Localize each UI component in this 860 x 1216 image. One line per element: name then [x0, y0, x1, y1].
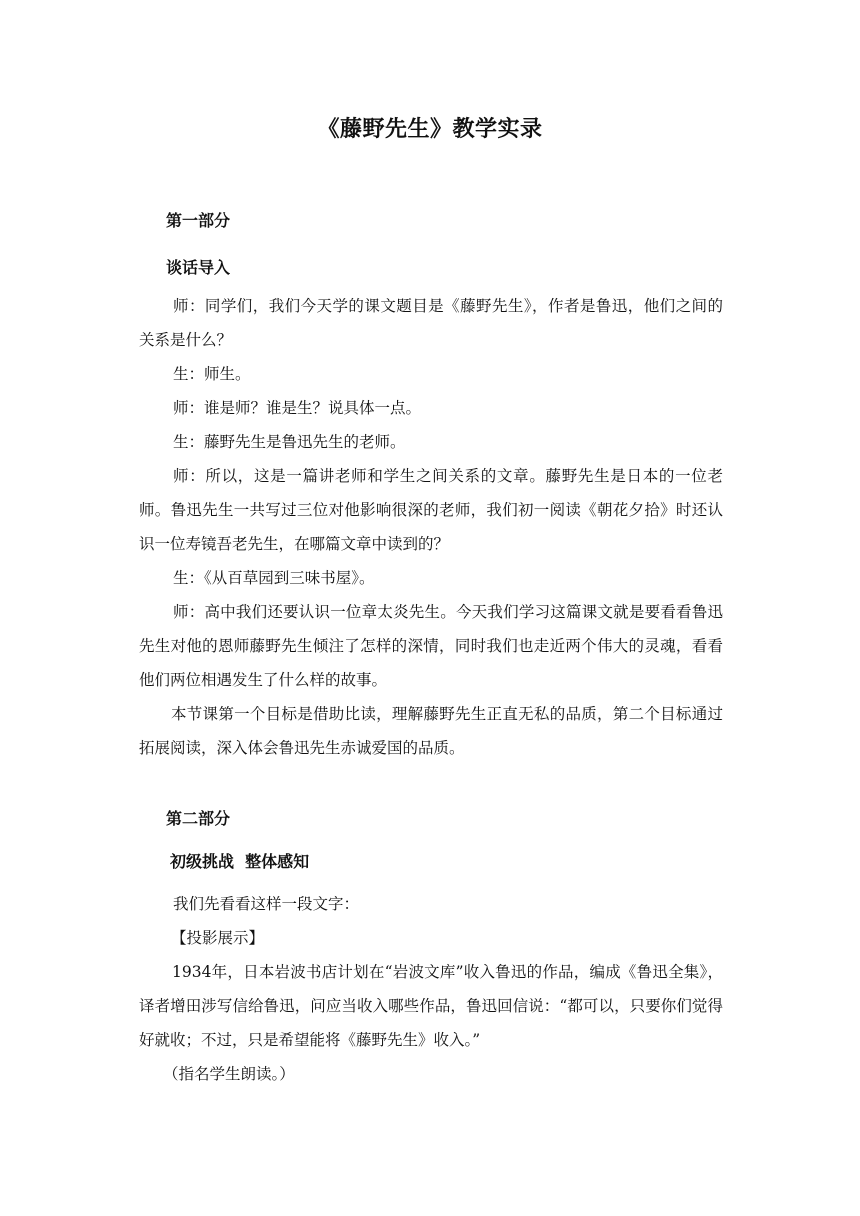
- text-line: 我们先看看这样一段文字：: [173, 895, 360, 913]
- projection-label: 【投影展示】: [171, 929, 265, 947]
- part2-subheading: 初级挑战 整体感知: [170, 852, 310, 871]
- paragraph: 本节课第一个目标是借助比读，理解藤野先生正直无私的品质，第二个目标通过拓展阅读，深入体会鲁迅先生赤诚爱国的品质。: [139, 705, 723, 757]
- document-title: 《藤野先生》教学实录: [317, 117, 543, 142]
- dialogue-line: 生：藤野先生是鲁迅先生的老师。: [173, 433, 406, 451]
- stage-note: （指名学生朗读。）: [163, 1065, 295, 1083]
- paragraph: 师：所以，这是一篇讲老师和学生之间关系的文章。藤野先生是日本的一位老师。鲁迅先生一共写过三位对他影响很深的老师，我们初一阅读《朝花夕拾》时还认识一位寿镜吾老先生，在哪篇文章中读到的？: [139, 467, 723, 553]
- dialogue-line: 生：《从百草园到三味书屋》。: [173, 569, 375, 587]
- part2-heading: 第二部分: [166, 809, 231, 828]
- paragraph: 师：高中我们还要认识一位章太炎先生。今天我们学习这篇课文就是要看看鲁迅先生对他的恩师藤野先生倾注了怎样的深情，同时我们也走近两个伟大的灵魂，看看他们两位相遇发生了什么样的故事。: [139, 603, 723, 689]
- paragraph: 师：同学们，我们今天学的课文题目是《藤野先生》，作者是鲁迅，他们之间的关系是什么？: [139, 297, 723, 349]
- dialogue-line: 师：谁是师？谁是生？说具体一点。: [173, 399, 422, 417]
- dialogue-line: 生：师生。: [173, 365, 251, 383]
- part1-subheading: 谈话导入: [166, 258, 231, 277]
- paragraph: 1934年，日本岩波书店计划在“岩波文库”收入鲁迅的作品，编成《鲁迅全集》，译者增田涉写信给鲁迅，问应当收入哪些作品，鲁迅回信说：“都可以，只要你们觉得好就收；不过，只是希望能将《藤野先生》收入。”: [139, 963, 723, 1049]
- part1-heading: 第一部分: [166, 211, 231, 230]
